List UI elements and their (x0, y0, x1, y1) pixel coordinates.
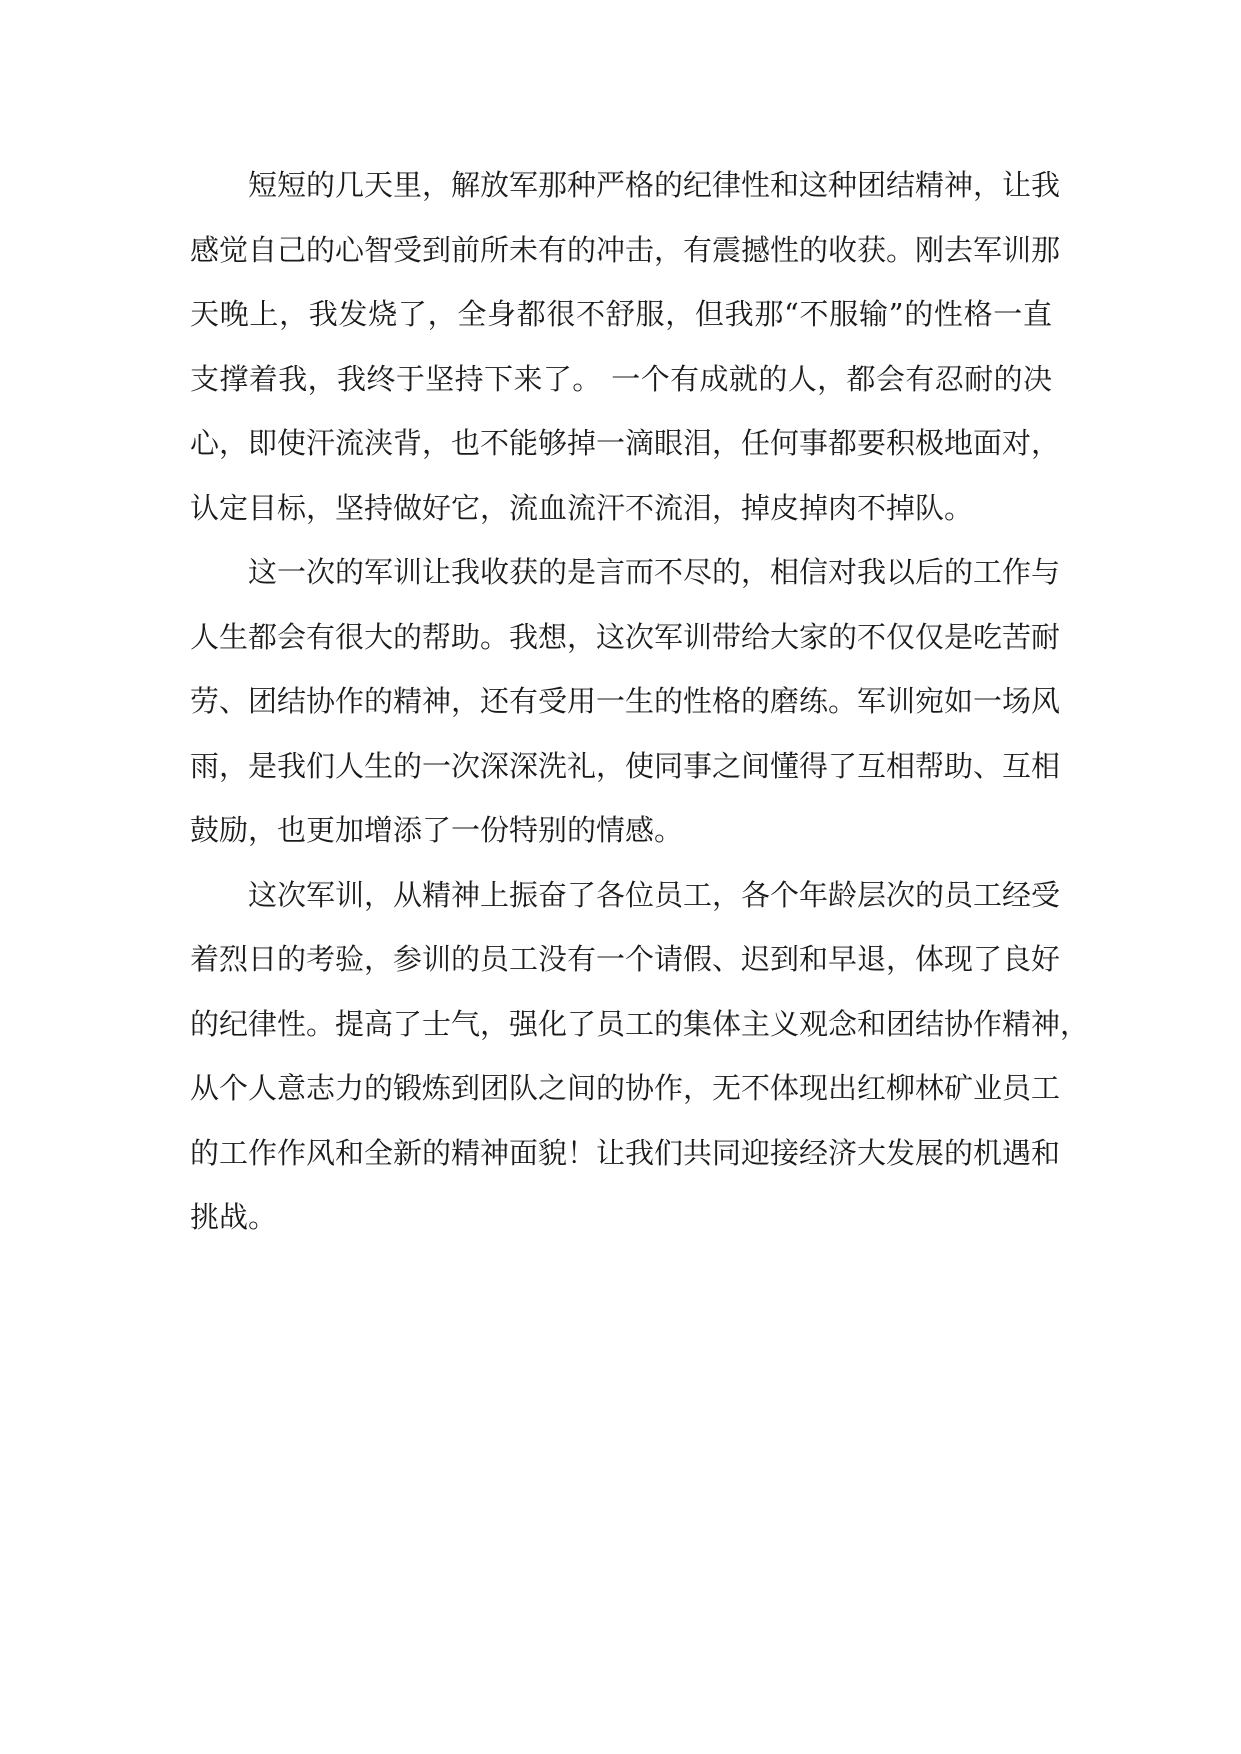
paragraph-line: 的工作作风和全新的精神面貌！让我们共同迎接经济大发展的机遇和 (190, 1135, 1061, 1170)
paragraph-line: 劳、团结协作的精神，还有受用一生的性格的磨练。军训宛如一场风 (190, 684, 1061, 718)
paragraph-line: 支撑着我，我终于坚持下来了。 一个有成就的人，都会有忍耐的决 (190, 361, 1052, 396)
paragraph-line: 心，即使汗流浃背，也不能够掉一滴眼泪，任何事都要积极地面对， (190, 426, 1061, 460)
paragraph-3 (190, 863, 1090, 1250)
paragraph-line: 挑战。 (190, 1200, 278, 1234)
paragraph-line: 鼓励，也更加增添了一份特别的情感。 (190, 813, 684, 847)
paragraph-line: 着烈日的考验，参训的员工没有一个请假、迟到和早退，体现了良好 (190, 942, 1061, 976)
document-body (190, 153, 1090, 1250)
paragraph-1 (190, 153, 1061, 540)
paragraph-line: 这次军训，从精神上振奋了各位员工，各个年龄层次的员工经受 (248, 877, 1061, 912)
paragraph-line: 认定目标，坚持做好它，流血流汗不流泪，掉皮掉肉不掉队。 (190, 490, 974, 525)
paragraph-line: 人生都会有很大的帮助。我想，这次军训带给大家的不仅仅是吃苦耐 (190, 619, 1061, 654)
paragraph-line: 感觉自己的心智受到前所未有的冲击，有震撼性的收获。刚去军训那 (190, 232, 1061, 267)
paragraph-line: 从个人意志力的锻炼到团队之间的协作，无不体现出红柳林矿业员工 (190, 1071, 1061, 1105)
paragraph-line: 短短的几天里，解放军那种严格的纪律性和这种团结精神，让我 (248, 168, 1061, 202)
paragraph-line: 天晚上，我发烧了，全身都很不舒服，但我那“不服输”的性格一直 (190, 297, 1052, 331)
paragraph-line: 雨，是我们人生的一次深深洗礼，使同事之间懂得了互相帮助、互相 (190, 748, 1061, 783)
paragraph-2 (190, 540, 1061, 863)
paragraph-line: 这一次的军训让我收获的是言而不尽的，相信对我以后的工作与 (248, 555, 1061, 589)
paragraph-line: 的纪律性。提高了士气，强化了员工的集体主义观念和团结协作精神， (190, 1006, 1090, 1041)
